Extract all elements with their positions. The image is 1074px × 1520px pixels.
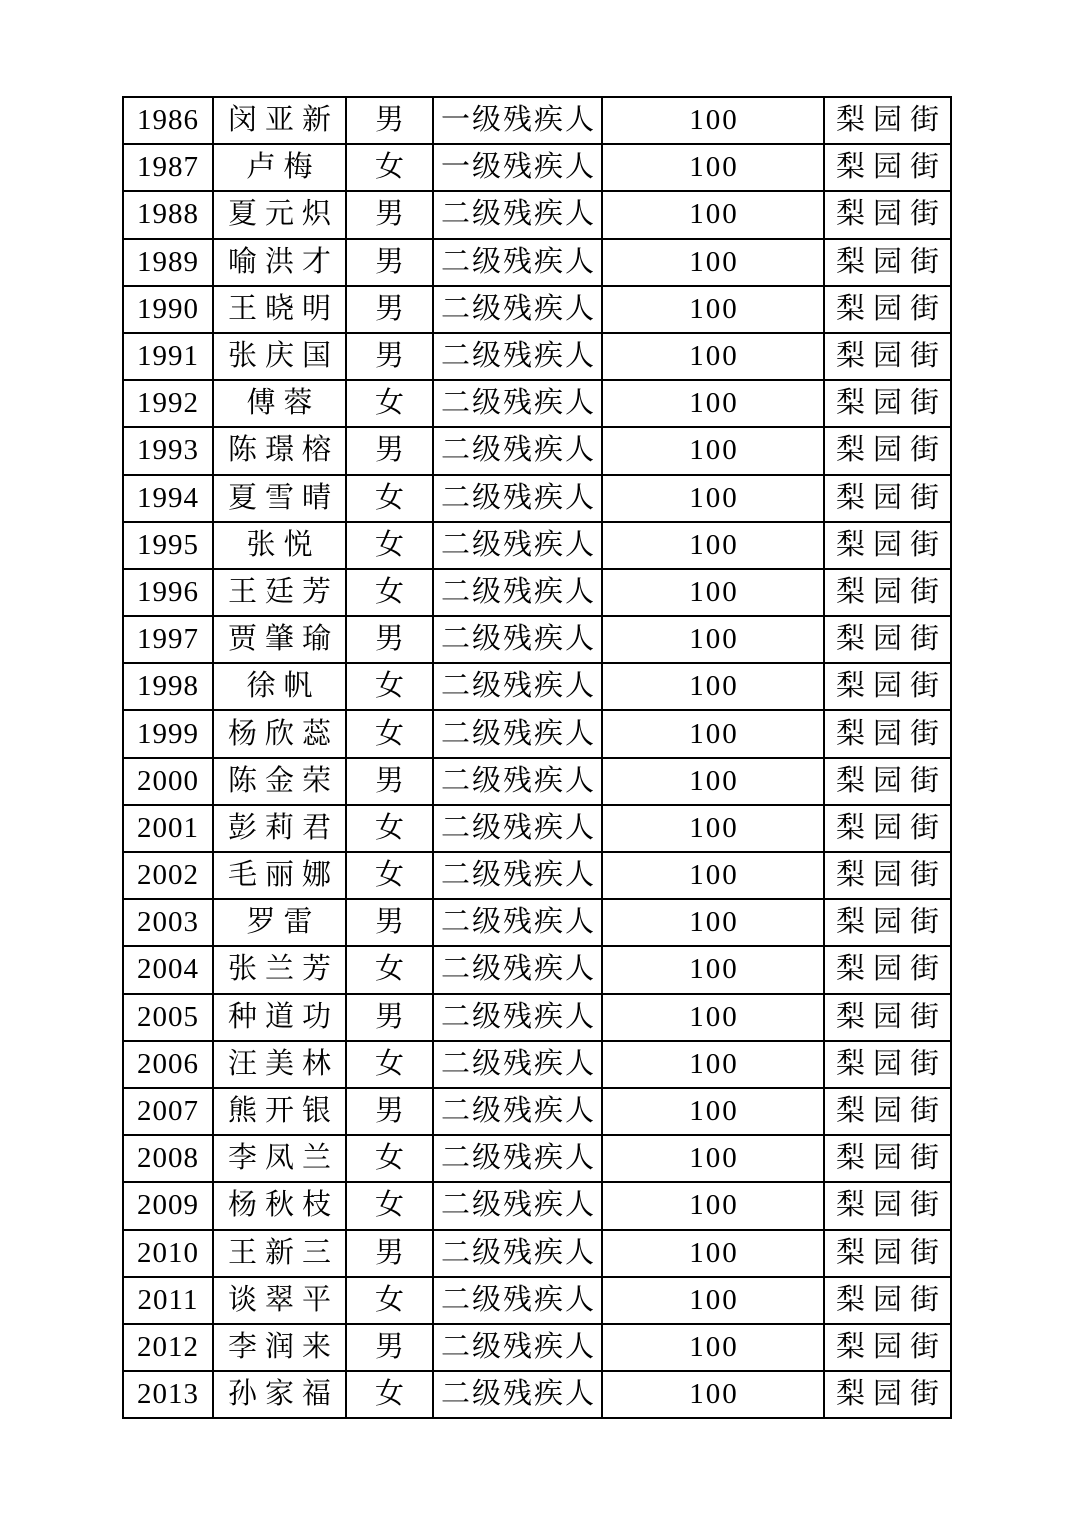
- cell-street: 梨园街: [824, 1324, 951, 1371]
- cell-amount: 100: [602, 97, 824, 144]
- cell-category: 二级残疾人: [433, 1041, 602, 1088]
- cell-gender: 男: [346, 427, 433, 474]
- cell-category: 二级残疾人: [433, 1324, 602, 1371]
- cell-name: 种道功: [213, 994, 346, 1041]
- cell-street: 梨园街: [824, 710, 951, 757]
- cell-gender: 男: [346, 994, 433, 1041]
- cell-serial: 1987: [123, 144, 213, 191]
- cell-amount: 100: [602, 616, 824, 663]
- cell-name: 张兰芳: [213, 946, 346, 993]
- table-row: [123, 805, 951, 852]
- cell-street: 梨园街: [824, 333, 951, 380]
- table-row: [123, 946, 951, 993]
- records-table: [122, 96, 952, 1419]
- table-row: [123, 427, 951, 474]
- table-row: [123, 1324, 951, 1371]
- cell-street: 梨园街: [824, 522, 951, 569]
- cell-gender: 女: [346, 522, 433, 569]
- cell-name: 张悦: [213, 522, 346, 569]
- cell-serial: 2012: [123, 1324, 213, 1371]
- cell-category: 二级残疾人: [433, 758, 602, 805]
- cell-category: 二级残疾人: [433, 1230, 602, 1277]
- cell-amount: 100: [602, 710, 824, 757]
- cell-name: 徐帆: [213, 663, 346, 710]
- cell-serial: 1988: [123, 191, 213, 238]
- table-row: [123, 663, 951, 710]
- cell-gender: 男: [346, 191, 433, 238]
- cell-gender: 男: [346, 1088, 433, 1135]
- cell-gender: 男: [346, 899, 433, 946]
- cell-serial: 2001: [123, 805, 213, 852]
- cell-serial: 2002: [123, 852, 213, 899]
- cell-serial: 1998: [123, 663, 213, 710]
- cell-serial: 1989: [123, 239, 213, 286]
- cell-category: 二级残疾人: [433, 191, 602, 238]
- cell-street: 梨园街: [824, 946, 951, 993]
- cell-serial: 1990: [123, 286, 213, 333]
- cell-name: 王新三: [213, 1230, 346, 1277]
- cell-street: 梨园街: [824, 1371, 951, 1418]
- cell-serial: 2007: [123, 1088, 213, 1135]
- cell-amount: 100: [602, 1277, 824, 1324]
- table-row: [123, 286, 951, 333]
- cell-amount: 100: [602, 1041, 824, 1088]
- cell-amount: 100: [602, 522, 824, 569]
- cell-category: 二级残疾人: [433, 427, 602, 474]
- cell-serial: 1999: [123, 710, 213, 757]
- cell-gender: 男: [346, 1324, 433, 1371]
- cell-category: 二级残疾人: [433, 616, 602, 663]
- cell-gender: 女: [346, 852, 433, 899]
- cell-category: 二级残疾人: [433, 569, 602, 616]
- cell-gender: 女: [346, 710, 433, 757]
- cell-amount: 100: [602, 1324, 824, 1371]
- cell-street: 梨园街: [824, 1230, 951, 1277]
- cell-category: 二级残疾人: [433, 1371, 602, 1418]
- cell-name: 杨欣蕊: [213, 710, 346, 757]
- cell-category: 二级残疾人: [433, 522, 602, 569]
- table-row: [123, 899, 951, 946]
- cell-name: 孙家福: [213, 1371, 346, 1418]
- cell-category: 二级残疾人: [433, 899, 602, 946]
- cell-amount: 100: [602, 333, 824, 380]
- table-row: [123, 475, 951, 522]
- cell-serial: 1997: [123, 616, 213, 663]
- cell-serial: 1992: [123, 380, 213, 427]
- cell-name: 卢梅: [213, 144, 346, 191]
- cell-serial: 2006: [123, 1041, 213, 1088]
- cell-street: 梨园街: [824, 286, 951, 333]
- cell-amount: 100: [602, 380, 824, 427]
- cell-category: 二级残疾人: [433, 1182, 602, 1229]
- cell-category: 二级残疾人: [433, 994, 602, 1041]
- table-row: [123, 616, 951, 663]
- cell-amount: 100: [602, 1088, 824, 1135]
- cell-amount: 100: [602, 1371, 824, 1418]
- cell-category: 二级残疾人: [433, 710, 602, 757]
- cell-name: 杨秋枝: [213, 1182, 346, 1229]
- table-row: [123, 758, 951, 805]
- cell-gender: 女: [346, 1041, 433, 1088]
- cell-category: 一级残疾人: [433, 144, 602, 191]
- table-row: [123, 239, 951, 286]
- cell-street: 梨园街: [824, 1182, 951, 1229]
- cell-serial: 1986: [123, 97, 213, 144]
- cell-amount: 100: [602, 758, 824, 805]
- cell-gender: 女: [346, 569, 433, 616]
- cell-gender: 男: [346, 97, 433, 144]
- cell-gender: 女: [346, 1371, 433, 1418]
- cell-category: 二级残疾人: [433, 663, 602, 710]
- table-row: [123, 333, 951, 380]
- table-row: [123, 1371, 951, 1418]
- cell-amount: 100: [602, 1182, 824, 1229]
- cell-name: 陈金荣: [213, 758, 346, 805]
- cell-amount: 100: [602, 286, 824, 333]
- cell-name: 王晓明: [213, 286, 346, 333]
- cell-category: 二级残疾人: [433, 1135, 602, 1182]
- cell-serial: 2010: [123, 1230, 213, 1277]
- cell-category: 二级残疾人: [433, 805, 602, 852]
- cell-gender: 女: [346, 805, 433, 852]
- cell-name: 傅蓉: [213, 380, 346, 427]
- table-row: [123, 852, 951, 899]
- cell-serial: 2009: [123, 1182, 213, 1229]
- cell-name: 毛丽娜: [213, 852, 346, 899]
- cell-name: 贾肇瑜: [213, 616, 346, 663]
- table-row: [123, 522, 951, 569]
- cell-serial: 1994: [123, 475, 213, 522]
- cell-name: 谈翠平: [213, 1277, 346, 1324]
- cell-category: 二级残疾人: [433, 286, 602, 333]
- table-row: [123, 569, 951, 616]
- table-row: [123, 191, 951, 238]
- cell-street: 梨园街: [824, 616, 951, 663]
- cell-category: 二级残疾人: [433, 852, 602, 899]
- table-row: [123, 1088, 951, 1135]
- cell-name: 夏雪晴: [213, 475, 346, 522]
- cell-serial: 2013: [123, 1371, 213, 1418]
- cell-name: 罗雷: [213, 899, 346, 946]
- table-row: [123, 97, 951, 144]
- cell-gender: 女: [346, 1135, 433, 1182]
- cell-amount: 100: [602, 191, 824, 238]
- cell-gender: 女: [346, 1182, 433, 1229]
- cell-category: 二级残疾人: [433, 946, 602, 993]
- cell-amount: 100: [602, 899, 824, 946]
- cell-amount: 100: [602, 239, 824, 286]
- table-row: [123, 1182, 951, 1229]
- cell-amount: 100: [602, 1135, 824, 1182]
- table-row: [123, 144, 951, 191]
- cell-serial: 1993: [123, 427, 213, 474]
- cell-gender: 男: [346, 1230, 433, 1277]
- cell-gender: 女: [346, 144, 433, 191]
- cell-name: 喻洪才: [213, 239, 346, 286]
- cell-street: 梨园街: [824, 899, 951, 946]
- cell-amount: 100: [602, 663, 824, 710]
- cell-name: 陈璟榕: [213, 427, 346, 474]
- cell-amount: 100: [602, 994, 824, 1041]
- cell-name: 汪美林: [213, 1041, 346, 1088]
- cell-name: 彭莉君: [213, 805, 346, 852]
- cell-amount: 100: [602, 805, 824, 852]
- cell-category: 二级残疾人: [433, 380, 602, 427]
- cell-street: 梨园街: [824, 1088, 951, 1135]
- cell-gender: 男: [346, 758, 433, 805]
- cell-amount: 100: [602, 475, 824, 522]
- table-row: [123, 1230, 951, 1277]
- cell-amount: 100: [602, 946, 824, 993]
- cell-amount: 100: [602, 852, 824, 899]
- cell-amount: 100: [602, 1230, 824, 1277]
- cell-category: 二级残疾人: [433, 333, 602, 380]
- cell-name: 李润来: [213, 1324, 346, 1371]
- cell-gender: 女: [346, 663, 433, 710]
- cell-street: 梨园街: [824, 852, 951, 899]
- table-row: [123, 710, 951, 757]
- cell-street: 梨园街: [824, 758, 951, 805]
- cell-gender: 男: [346, 286, 433, 333]
- cell-name: 王廷芳: [213, 569, 346, 616]
- cell-serial: 2003: [123, 899, 213, 946]
- records-table-body: [123, 97, 951, 1418]
- cell-name: 李凤兰: [213, 1135, 346, 1182]
- cell-street: 梨园街: [824, 144, 951, 191]
- cell-street: 梨园街: [824, 663, 951, 710]
- cell-name: 张庆国: [213, 333, 346, 380]
- cell-serial: 1995: [123, 522, 213, 569]
- cell-street: 梨园街: [824, 1041, 951, 1088]
- table-row: [123, 1135, 951, 1182]
- table-row: [123, 994, 951, 1041]
- table-row: [123, 380, 951, 427]
- cell-street: 梨园街: [824, 805, 951, 852]
- cell-gender: 女: [346, 946, 433, 993]
- table-row: [123, 1041, 951, 1088]
- cell-category: 二级残疾人: [433, 1088, 602, 1135]
- cell-name: 夏元炽: [213, 191, 346, 238]
- cell-serial: 1996: [123, 569, 213, 616]
- cell-street: 梨园街: [824, 569, 951, 616]
- cell-gender: 男: [346, 333, 433, 380]
- cell-name: 熊开银: [213, 1088, 346, 1135]
- cell-street: 梨园街: [824, 380, 951, 427]
- cell-gender: 男: [346, 239, 433, 286]
- cell-serial: 2008: [123, 1135, 213, 1182]
- cell-serial: 2005: [123, 994, 213, 1041]
- cell-amount: 100: [602, 144, 824, 191]
- cell-category: 二级残疾人: [433, 239, 602, 286]
- cell-category: 二级残疾人: [433, 475, 602, 522]
- cell-gender: 女: [346, 380, 433, 427]
- cell-street: 梨园街: [824, 191, 951, 238]
- cell-street: 梨园街: [824, 239, 951, 286]
- cell-serial: 2004: [123, 946, 213, 993]
- cell-street: 梨园街: [824, 427, 951, 474]
- cell-street: 梨园街: [824, 1277, 951, 1324]
- cell-gender: 男: [346, 616, 433, 663]
- cell-street: 梨园街: [824, 475, 951, 522]
- cell-category: 一级残疾人: [433, 97, 602, 144]
- cell-serial: 2000: [123, 758, 213, 805]
- cell-serial: 2011: [123, 1277, 213, 1324]
- cell-amount: 100: [602, 569, 824, 616]
- cell-category: 二级残疾人: [433, 1277, 602, 1324]
- cell-gender: 女: [346, 475, 433, 522]
- cell-serial: 1991: [123, 333, 213, 380]
- cell-amount: 100: [602, 427, 824, 474]
- cell-name: 闵亚新: [213, 97, 346, 144]
- cell-street: 梨园街: [824, 97, 951, 144]
- table-row: [123, 1277, 951, 1324]
- cell-gender: 女: [346, 1277, 433, 1324]
- cell-street: 梨园街: [824, 994, 951, 1041]
- cell-street: 梨园街: [824, 1135, 951, 1182]
